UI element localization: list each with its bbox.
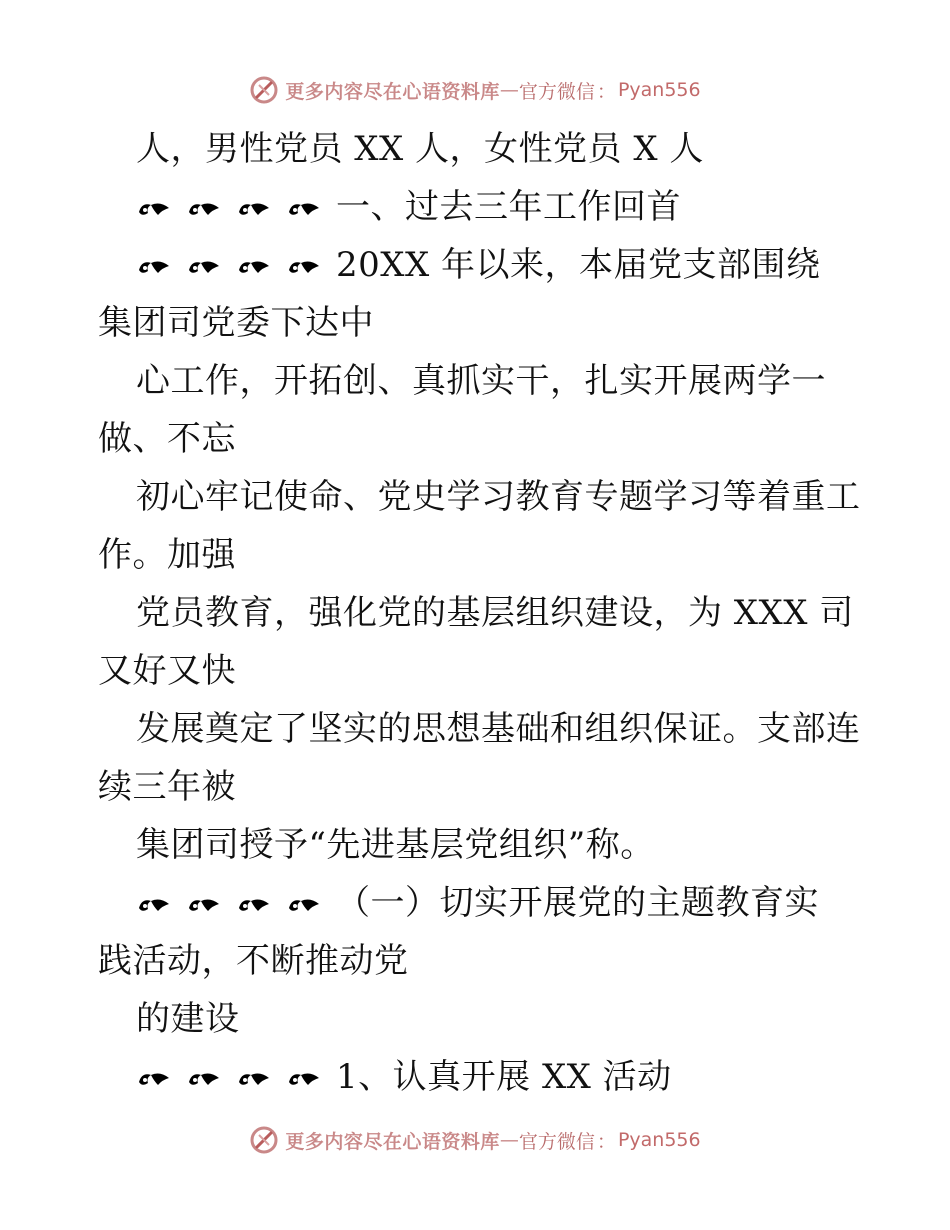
- banner-main-text: 更多内容尽在心语资料库: [285, 1130, 500, 1153]
- text-line: 1、认真开展 XX 活动: [98, 1048, 858, 1106]
- banner-wechat-label: 官方微信: [518, 1130, 595, 1153]
- ornament-icon: [136, 895, 172, 915]
- ornament-icon: [186, 1069, 222, 1089]
- banner-wechat-label: 官方微信: [518, 80, 595, 103]
- ornament-icon: [286, 895, 322, 915]
- text-line: 又好又快: [98, 651, 236, 691]
- banner-colon: ：: [596, 80, 616, 103]
- banner-wechat-id: Pyan556: [617, 1129, 701, 1151]
- text-line: 一、过去三年工作回首: [98, 178, 858, 236]
- ornament-icon: [186, 199, 222, 219]
- banner-wechat-id: Pyan556: [617, 79, 701, 101]
- banner-dash: —: [499, 1129, 519, 1151]
- text-line: 集团司党委下达中: [98, 303, 374, 343]
- logo-icon: [249, 75, 279, 105]
- text-line: 集团司授予“先进基层党组织”称。: [136, 825, 655, 865]
- logo-icon: [249, 1125, 279, 1155]
- banner-main-text: 更多内容尽在心语资料库: [285, 80, 500, 103]
- footer-watermark-banner: [0, 1120, 950, 1160]
- text-line: 初心牢记使命、党史学习教育专题学习等着重工: [136, 477, 861, 517]
- ornament-icon: [286, 199, 322, 219]
- text-line: 心工作，开拓创、真抓实干，扎实开展两学一: [136, 361, 826, 401]
- text-line: 做、不忘: [98, 419, 236, 459]
- text-line: 党员教育，强化党的基层组织建设，为 XXX 司: [136, 593, 854, 633]
- header-watermark-banner: [0, 70, 950, 110]
- banner-dash: —: [499, 79, 519, 101]
- ornament-icon: [286, 257, 322, 277]
- ornament-icon: [186, 895, 222, 915]
- text-line: 的建设: [136, 999, 240, 1039]
- ornament-icon: [236, 1069, 272, 1089]
- text-line: （一）切实开展党的主题教育实: [98, 874, 858, 932]
- text-line: 人，男性党员 XX 人，女性党员 X 人: [136, 129, 704, 169]
- document-body: [98, 120, 861, 1106]
- ornament-icon: [236, 895, 272, 915]
- text-line: 作。加强: [98, 535, 236, 575]
- ornament-icon: [236, 199, 272, 219]
- ornament-icon: [136, 199, 172, 219]
- ornament-icon: [136, 1069, 172, 1089]
- ornament-icon: [186, 257, 222, 277]
- ornament-icon: [236, 257, 272, 277]
- text-line: 发展奠定了坚实的思想基础和组织保证。支部连: [136, 709, 861, 749]
- banner-colon: ：: [596, 1130, 616, 1153]
- text-line: 20XX 年以来，本届党支部围绕: [98, 236, 858, 294]
- text-line: 践活动，不断推动党: [98, 941, 409, 981]
- ornament-icon: [136, 257, 172, 277]
- text-line: 续三年被: [98, 767, 236, 807]
- ornament-icon: [286, 1069, 322, 1089]
